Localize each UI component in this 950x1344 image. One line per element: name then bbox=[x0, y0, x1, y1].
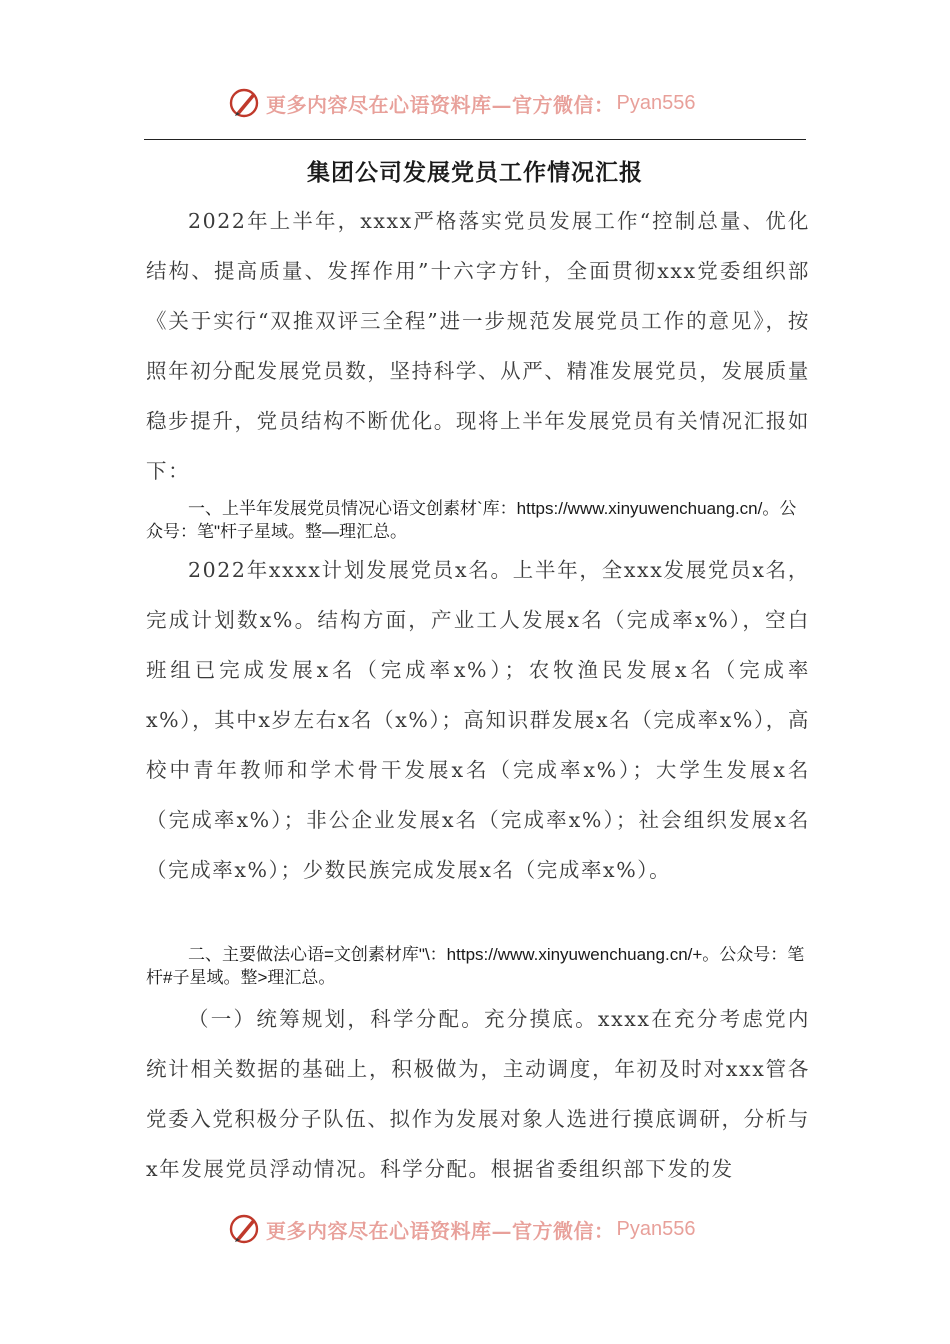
header-banner bbox=[228, 85, 748, 121]
banner-text: 更多内容尽在心语资料库—官方微信： bbox=[266, 1218, 615, 1243]
pen-circle-logo-icon bbox=[228, 86, 262, 120]
footer-banner bbox=[228, 1211, 748, 1247]
section-heading-1: 一、上半年发展党员情况心语文创素材`库：https://www.xinyuwenchuang.cn/。公众号：笔"杆子星域。整—理汇总。 bbox=[146, 499, 797, 541]
page-title: 集团公司发展党员工作情况汇报 bbox=[307, 160, 643, 186]
banner-wechat-id: Pyan556 bbox=[616, 91, 696, 114]
paragraph-development-stats: 2022年xxxx计划发展党员x名。上半年，全xxx发展党员x名，完成计划数x%。结构方面，产业工人发展x名（完成率x%），空白班组已完成发展x名（完成率x%）；农牧渔民发展x名（完成率x%），其中x岁左右x名（x%）；高知识群发展x名（完成率x%），高校中青年教师和学术骨干发展x名（完成率x%）；大学生发展x名（完成率x%）；非公企业发展x名（完成率x%）；社会组织发展x名（完成率x%）；少数民族完成发展x名（完成率x%）。 bbox=[146, 558, 810, 882]
paragraph-intro: 2022年上半年，xxxx严格落实党员发展工作“控制总量、优化结构、提高质量、发挥作用”十六字方针，全面贯彻xxx党委组织部《关于实行“双推双评三全程”进一步规范发展党员工作的意见》，按照年初分配发展党员数，坚持科学、从严、精准发展党员，发展质量稳步提升，党员结构不断优化。现将上半年发展党员有关情况汇报如下： bbox=[146, 209, 810, 483]
section-heading-2: 二、主要做法心语=文创素材库"\：https://www.xinyuwenchuang.cn/+。公众号：笔杆#子星域。整>理汇总。 bbox=[146, 945, 805, 987]
pen-circle-logo-icon bbox=[228, 1212, 262, 1246]
paragraph-planning: （一）统筹规划，科学分配。充分摸底。xxxx在充分考虑党内统计相关数据的基础上，积极做为，主动调度，年初及时对xxx管各党委入党积极分子队伍、拟作为发展对象人选进行摸底调研，分析与x年发展党员浮动情况。科学分配。根据省委组织部下发的发 bbox=[146, 1007, 810, 1181]
banner-wechat-id: Pyan556 bbox=[616, 1217, 696, 1240]
banner-text: 更多内容尽在心语资料库—官方微信： bbox=[266, 92, 615, 117]
header-divider bbox=[144, 139, 806, 140]
